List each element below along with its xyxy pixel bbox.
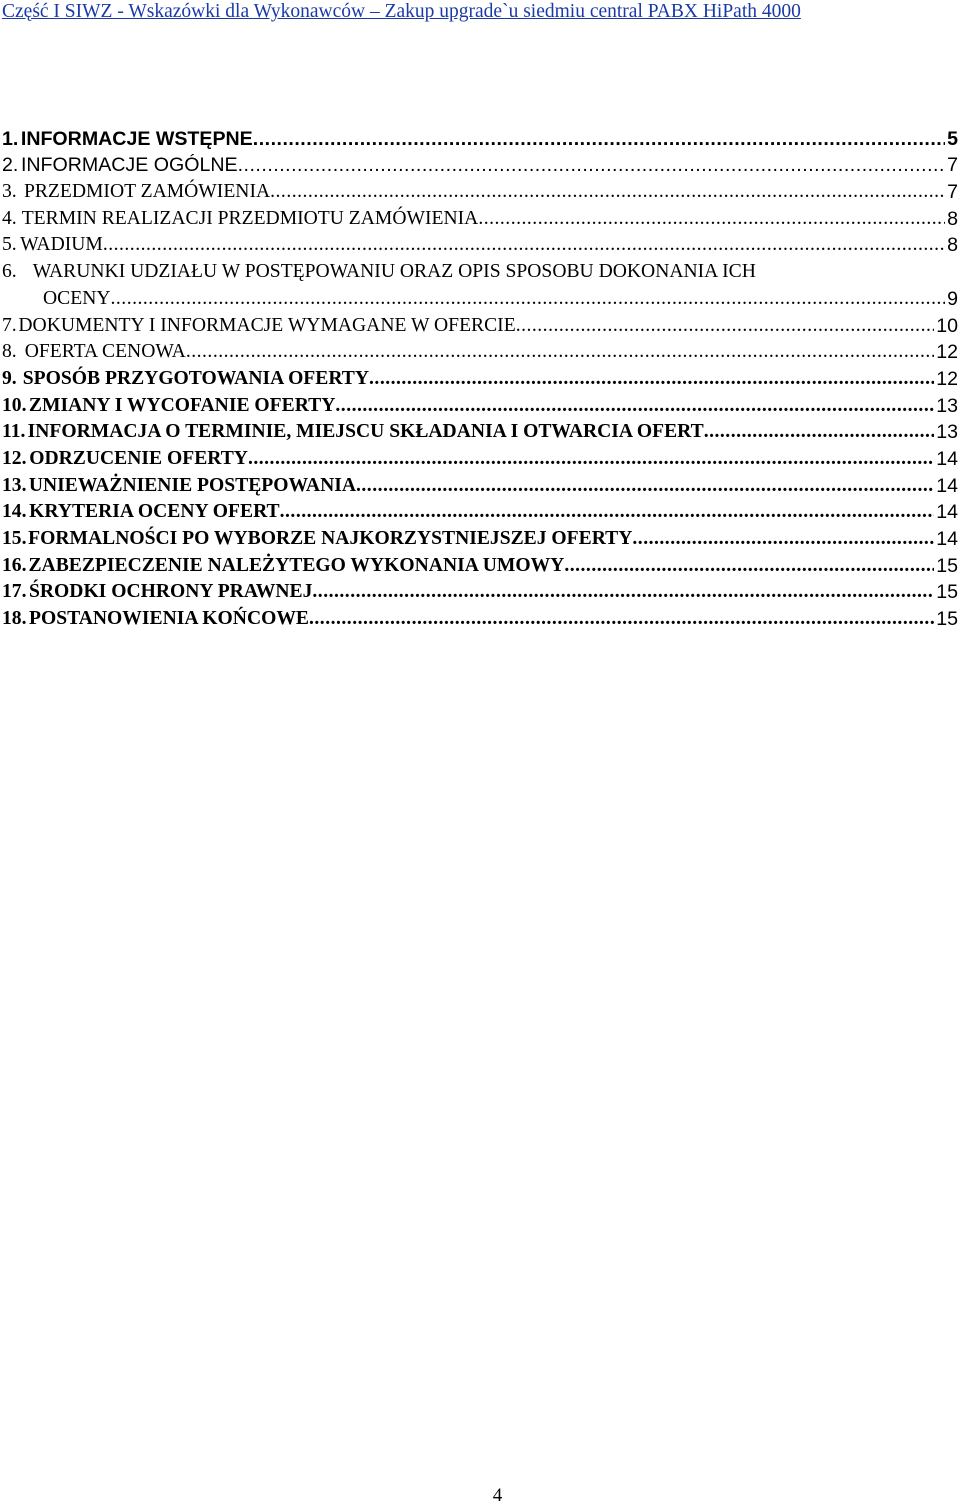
toc-dot-leader	[309, 608, 934, 630]
toc-dot-leader	[704, 421, 935, 443]
toc-entry-page: 8	[947, 234, 958, 257]
toc-entry-number: 18.	[2, 608, 27, 630]
toc-entry-title: ŚRODKI OCHRONY PRAWNEJ	[29, 581, 313, 603]
toc-dot-leader	[103, 234, 945, 256]
toc-dot-leader	[478, 208, 945, 230]
toc-entry-7[interactable]	[2, 310, 958, 337]
toc-entry-number: 17.	[2, 581, 27, 603]
toc-entry-title-continuation: OCENY	[43, 287, 111, 309]
toc-entry-title: PRZEDMIOT ZAMÓWIENIA	[23, 181, 271, 203]
toc-entry-title: UNIEWAŻNIENIE POSTĘPOWANIA	[28, 474, 356, 496]
toc-entry-13[interactable]	[2, 470, 958, 497]
toc-entry-1[interactable]	[2, 123, 958, 150]
toc-entry-number: 16.	[2, 554, 27, 576]
toc-entry-page: 14	[936, 474, 958, 497]
toc-entry-page: 12	[936, 341, 958, 364]
toc-entry-title: DOKUMENTY I INFORMACJE WYMAGANE W OFERCIE	[18, 314, 516, 336]
toc-entry-page: 14	[936, 447, 958, 470]
toc-entry-4[interactable]	[2, 203, 958, 230]
toc-entry-title: WADIUM	[20, 234, 103, 256]
toc-dot-leader	[238, 154, 946, 176]
toc-entry-title: ODRZUCENIE OFERTY	[29, 447, 248, 469]
toc-entry-title: INFORMACJE WSTĘPNE	[20, 127, 253, 150]
toc-entry-title: SPOSÓB PRZYGOTOWANIA OFERTY	[22, 367, 370, 389]
toc-entry-16[interactable]	[2, 550, 958, 577]
toc-entry-number: 6.	[2, 261, 17, 283]
toc-entry-15[interactable]	[2, 523, 958, 550]
toc-entry-number: 11.	[2, 421, 26, 443]
toc-entry-14[interactable]	[2, 497, 958, 524]
toc-entry-9[interactable]	[2, 363, 958, 390]
toc-dot-leader	[356, 475, 934, 497]
toc-entry-page: 13	[936, 394, 958, 417]
toc-dot-leader	[253, 128, 945, 150]
toc-entry-number: 12.	[2, 447, 27, 469]
toc-entry-5[interactable]	[2, 230, 958, 257]
toc-entry-page: 7	[947, 181, 958, 204]
toc-entry-6-continuation[interactable]	[43, 283, 958, 310]
toc-dot-leader	[270, 181, 945, 203]
toc-entry-page: 15	[936, 608, 958, 631]
toc-entry-number: 10.	[2, 394, 27, 416]
toc-entry-title: ZABEZPIECZENIE NALEŻYTEGO WYKONANIA UMOWY	[28, 554, 565, 576]
page-number: 4	[492, 1485, 503, 1506]
toc-entry-3[interactable]	[2, 176, 958, 203]
toc-entry-title: INFORMACJE OGÓLNE	[20, 154, 238, 177]
toc-entry-title: WARUNKI UDZIAŁU W POSTĘPOWANIU ORAZ OPIS SPOSOBU DOKONANIA ICH	[32, 261, 756, 283]
toc-entry-page: 14	[936, 528, 958, 550]
toc-entry-number: 7.	[2, 314, 17, 336]
toc-entry-number: 2.	[2, 154, 19, 177]
toc-dot-leader	[369, 368, 934, 390]
toc-entry-title: POSTANOWIENIA KOŃCOWE	[29, 608, 309, 630]
toc-entry-2[interactable]	[2, 150, 958, 177]
toc-dot-leader	[248, 448, 934, 470]
toc-entry-page: 7	[947, 154, 958, 177]
toc-entry-page: 9	[947, 287, 958, 310]
toc-dot-leader	[312, 581, 934, 603]
toc-entry-page: 8	[947, 207, 958, 230]
toc-entry-page: 14	[936, 501, 958, 524]
toc-entry-page: 15	[936, 554, 958, 577]
toc-entry-page: 13	[936, 421, 958, 444]
toc-dot-leader	[632, 528, 934, 550]
toc-entry-6[interactable]	[2, 256, 958, 283]
toc-entry-number: 14.	[2, 501, 27, 523]
toc-entry-page: 10	[936, 314, 958, 337]
toc-entry-10[interactable]	[2, 390, 958, 417]
toc-entry-title: TERMIN REALIZACJI PRZEDMIOTU ZAMÓWIENIA	[21, 207, 479, 229]
toc-entry-18[interactable]	[2, 603, 958, 630]
toc-entry-title: ZMIANY I WYCOFANIE OFERTY	[28, 394, 336, 416]
toc-entry-number: 15.	[2, 528, 27, 549]
toc-dot-leader	[111, 288, 946, 310]
toc-entry-11[interactable]	[2, 417, 958, 444]
toc-entry-page: 15	[936, 581, 958, 604]
toc-dot-leader	[280, 501, 935, 523]
toc-entry-number: 13.	[2, 474, 27, 496]
toc-entry-12[interactable]	[2, 443, 958, 470]
toc-dot-leader	[186, 341, 934, 363]
toc-entry-number: 4.	[2, 207, 17, 229]
toc-entry-8[interactable]	[2, 337, 958, 364]
toc-entry-page: 12	[936, 367, 958, 390]
page-header-title: Część I SIWZ - Wskazówki dla Wykonawców – Zakup upgrade`u siedmiu central PABX HiPath 4000	[2, 1, 801, 22]
toc-entry-title: INFORMACJA O TERMINIE, MIEJSCU SKŁADANIA I OTWARCIA OFERT	[27, 421, 704, 443]
toc-entry-number: 8.	[2, 341, 17, 363]
toc-entry-number: 9.	[2, 367, 17, 389]
toc-entry-title: KRYTERIA OCENY OFERT	[29, 501, 280, 523]
toc-entry-number: 1.	[2, 127, 19, 150]
toc-entry-title: FORMALNOŚCI PO WYBORZE NAJKORZYSTNIEJSZEJ OFERTY	[28, 528, 633, 549]
table-of-contents	[0, 123, 960, 630]
toc-dot-leader	[564, 555, 934, 577]
toc-entry-page: 5	[947, 127, 958, 150]
toc-entry-number: 5.	[2, 234, 17, 256]
toc-dot-leader	[516, 315, 935, 337]
toc-dot-leader	[335, 395, 934, 417]
toc-entry-number: 3.	[2, 181, 17, 203]
toc-entry-17[interactable]	[2, 577, 958, 604]
toc-entry-title: OFERTA CENOWA	[24, 341, 186, 363]
